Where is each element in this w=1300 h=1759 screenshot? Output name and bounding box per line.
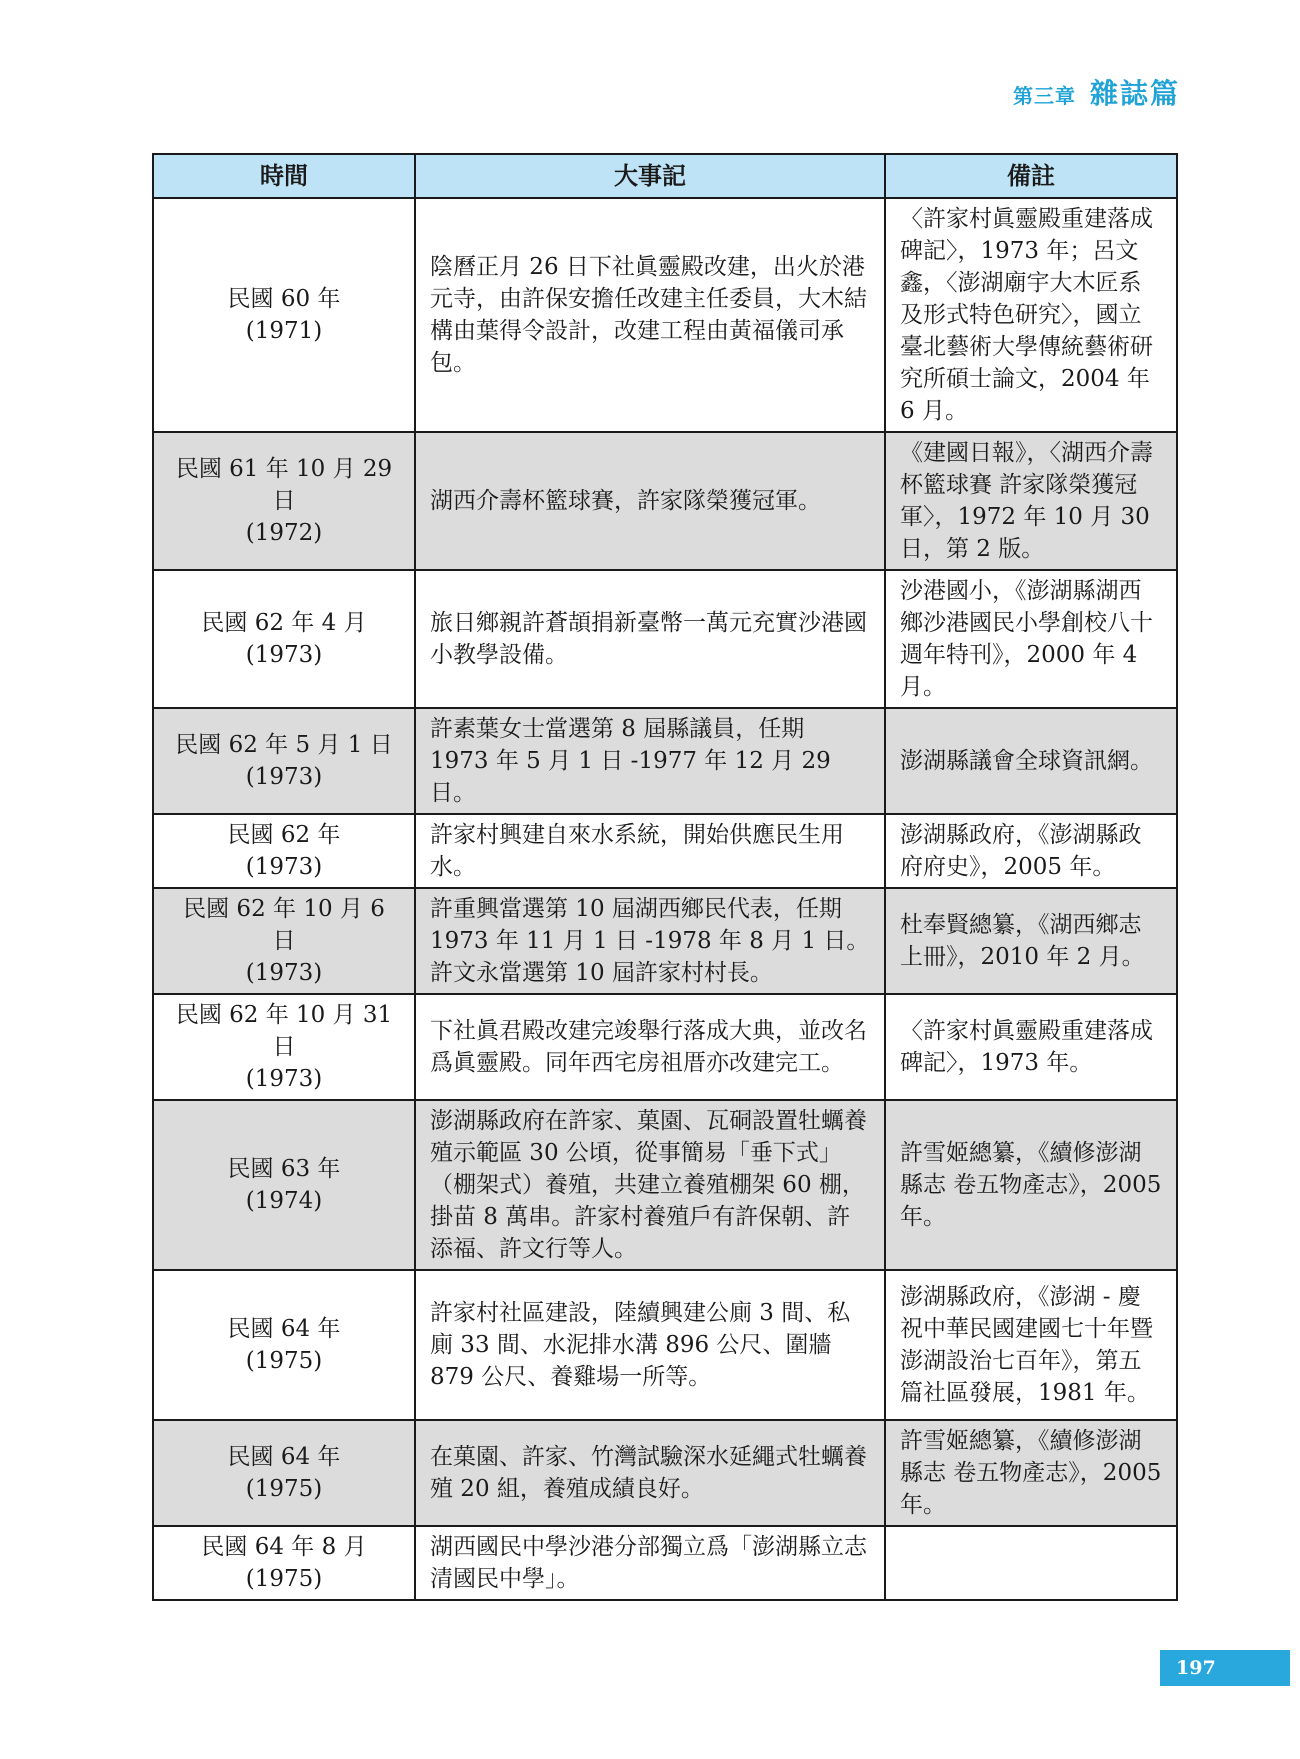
year-label: (1971) bbox=[245, 318, 323, 344]
cell-event: 在菓園、許家、竹灣試驗深水延繩式牡蠣養殖 20 組，養殖成績良好。 bbox=[415, 1420, 885, 1526]
cell-time bbox=[153, 1270, 415, 1420]
cell-time bbox=[153, 432, 415, 570]
time-label: 民國 62 年 4 月 bbox=[201, 610, 367, 636]
cell-time bbox=[153, 888, 415, 994]
table-header-row bbox=[153, 154, 1177, 198]
chapter-number: 第三章 bbox=[1012, 84, 1076, 108]
cell-time bbox=[153, 994, 415, 1100]
table-row bbox=[153, 994, 1177, 1100]
table-row bbox=[153, 1526, 1177, 1600]
cell-event: 陰曆正月 26 日下社眞靈殿改建，出火於港元寺，由許保安擔任改建主任委員，大木結構由葉得令設計，改建工程由黃福儀司承包。 bbox=[415, 198, 885, 432]
time-label: 民國 61 年 10 月 29 日 bbox=[175, 456, 393, 514]
page-number: 197 bbox=[1160, 1650, 1290, 1686]
year-label: (1975) bbox=[245, 1348, 323, 1374]
cell-event: 湖西國民中學沙港分部獨立爲「澎湖縣立志清國民中學」。 bbox=[415, 1526, 885, 1600]
table-row bbox=[153, 1100, 1177, 1270]
time-label: 民國 62 年 bbox=[227, 822, 341, 848]
cell-event: 許家村興建自來水系統，開始供應民生用水。 bbox=[415, 814, 885, 888]
table-row bbox=[153, 1270, 1177, 1420]
time-label: 民國 63 年 bbox=[227, 1156, 341, 1182]
year-label: (1975) bbox=[245, 1566, 323, 1592]
table-row bbox=[153, 570, 1177, 708]
cell-event: 許素葉女士當選第 8 屆縣議員，任期 1973 年 5 月 1 日 -1977 年 12 月 29 日。 bbox=[415, 708, 885, 814]
events-table bbox=[152, 153, 1178, 1601]
time-label: 民國 64 年 bbox=[227, 1444, 341, 1470]
cell-event: 下社眞君殿改建完竣舉行落成大典，並改名爲眞靈殿。同年西宅房祖厝亦改建完工。 bbox=[415, 994, 885, 1100]
time-label: 民國 62 年 10 月 31 日 bbox=[175, 1002, 393, 1060]
cell-event: 旅日鄉親許蒼頡捐新臺幣一萬元充實沙港國小教學設備。 bbox=[415, 570, 885, 708]
column-header-time: 時間 bbox=[153, 154, 415, 198]
cell-note: 〈許家村眞靈殿重建落成碑記〉，1973 年；呂文鑫，〈澎湖廟宇大木匠系及形式特色研究〉，國立臺北藝術大學傳統藝術研究所碩士論文，2004 年 6 月。 bbox=[885, 198, 1177, 432]
table-row bbox=[153, 814, 1177, 888]
time-label: 民國 60 年 bbox=[227, 286, 341, 312]
year-label: (1973) bbox=[245, 854, 323, 880]
table-row bbox=[153, 198, 1177, 432]
cell-time bbox=[153, 198, 415, 432]
cell-note: 澎湖縣議會全球資訊網。 bbox=[885, 708, 1177, 814]
cell-note: 澎湖縣政府，《澎湖 - 慶祝中華民國建國七十年暨澎湖設治七百年》，第五篇社區發展，1981 年。 bbox=[885, 1270, 1177, 1420]
cell-time bbox=[153, 1526, 415, 1600]
cell-time bbox=[153, 570, 415, 708]
year-label: (1973) bbox=[245, 1066, 323, 1092]
table-row bbox=[153, 888, 1177, 994]
time-label: 民國 62 年 5 月 1 日 bbox=[175, 732, 393, 758]
cell-time bbox=[153, 1420, 415, 1526]
year-label: (1972) bbox=[245, 520, 323, 546]
table-row bbox=[153, 1420, 1177, 1526]
cell-event: 澎湖縣政府在許家、菓園、瓦硐設置牡蠣養殖示範區 30 公頃，從事簡易「垂下式」（棚架式）養殖，共建立養殖棚架 60 棚，掛苗 8 萬串。許家村養殖戶有許保朝、許添福、許文行等人。 bbox=[415, 1100, 885, 1270]
table-row bbox=[153, 432, 1177, 570]
chapter-title: 雜誌篇 bbox=[1089, 77, 1180, 110]
cell-note bbox=[885, 1526, 1177, 1600]
cell-time bbox=[153, 1100, 415, 1270]
cell-note: 許雪姬總纂，《續修澎湖縣志 卷五物產志》，2005 年。 bbox=[885, 1100, 1177, 1270]
cell-note: 《建國日報》，〈湖西介壽杯籃球賽 許家隊榮獲冠軍〉，1972 年 10 月 30 日，第 2 版。 bbox=[885, 432, 1177, 570]
time-label: 民國 64 年 8 月 bbox=[201, 1534, 367, 1560]
cell-note: 〈許家村眞靈殿重建落成碑記〉，1973 年。 bbox=[885, 994, 1177, 1100]
cell-time bbox=[153, 814, 415, 888]
cell-note: 許雪姬總纂，《續修澎湖縣志 卷五物產志》，2005 年。 bbox=[885, 1420, 1177, 1526]
year-label: (1973) bbox=[245, 960, 323, 986]
time-label: 民國 62 年 10 月 6 日 bbox=[183, 896, 385, 954]
year-label: (1974) bbox=[245, 1188, 323, 1214]
time-label: 民國 64 年 bbox=[227, 1316, 341, 1342]
cell-time bbox=[153, 708, 415, 814]
cell-note: 杜奉賢總纂，《湖西鄉志上冊》，2010 年 2 月。 bbox=[885, 888, 1177, 994]
cell-note: 澎湖縣政府，《澎湖縣政府府史》，2005 年。 bbox=[885, 814, 1177, 888]
cell-event: 湖西介壽杯籃球賽，許家隊榮獲冠軍。 bbox=[415, 432, 885, 570]
column-header-event: 大事記 bbox=[415, 154, 885, 198]
year-label: (1973) bbox=[245, 642, 323, 668]
year-label: (1975) bbox=[245, 1476, 323, 1502]
cell-event: 許重興當選第 10 屆湖西鄉民代表，任期 1973 年 11 月 1 日 -1978 年 8 月 1 日。許文永當選第 10 屆許家村村長。 bbox=[415, 888, 885, 994]
chapter-heading bbox=[1013, 72, 1180, 112]
cell-event: 許家村社區建設，陸續興建公廁 3 間、私廁 33 間、水泥排水溝 896 公尺、圍牆 879 公尺、養雞場一所等。 bbox=[415, 1270, 885, 1420]
cell-note: 沙港國小，《澎湖縣湖西鄉沙港國民小學創校八十週年特刊》，2000 年 4 月。 bbox=[885, 570, 1177, 708]
column-header-note: 備註 bbox=[885, 154, 1177, 198]
table-row bbox=[153, 708, 1177, 814]
year-label: (1973) bbox=[245, 764, 323, 790]
